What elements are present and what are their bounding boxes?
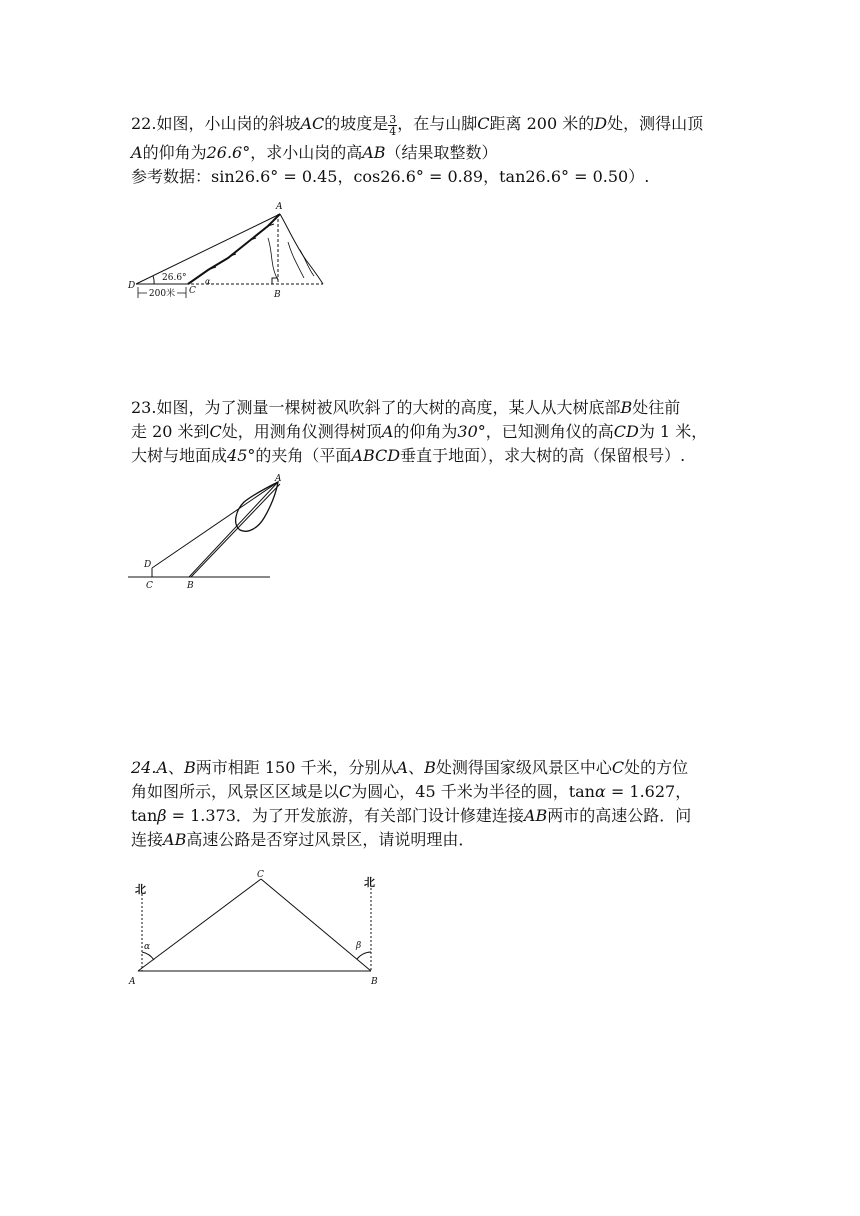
text: 垂直于地面），求大树的高（保留根号）. — [400, 446, 686, 465]
math-b: B — [184, 758, 196, 777]
problem-23-line-2 — [131, 420, 731, 444]
angle-arc-d — [153, 276, 154, 284]
math-ac: AC — [300, 114, 325, 133]
text: 处测得国家级风景区中心 — [435, 758, 612, 777]
problem-23-line-3 — [131, 444, 731, 468]
problem-23 — [131, 396, 731, 468]
label-a: A — [275, 474, 282, 484]
label-b: B — [187, 581, 194, 591]
text: 22.如图，小山岗的斜坡 — [131, 114, 301, 133]
text: ，已知测角仪的高 — [485, 422, 614, 441]
math-ab: AB — [523, 806, 548, 825]
math-b: B — [424, 758, 436, 777]
label-d: D — [144, 560, 152, 570]
problem-24-line-3 — [131, 804, 731, 828]
math-angle-30: 30° — [457, 422, 486, 441]
label-alpha: α — [144, 942, 151, 952]
math-c: C — [209, 422, 222, 441]
text: 的夹角（平面 — [255, 446, 352, 465]
text: 23.如图，为了测量一棵树被风吹斜了的大树的高度，某人从大树底部 — [131, 398, 621, 417]
label-c: C — [146, 581, 153, 591]
math-b: B — [620, 398, 633, 417]
math-d: D — [594, 114, 608, 133]
label-alpha: α — [205, 277, 211, 286]
label-angle: 26.6° — [162, 273, 187, 283]
math-c: C — [611, 758, 625, 777]
text: 的仰角为 — [142, 143, 207, 162]
text: 角如图所示，风景区区域是以 — [131, 782, 340, 801]
tree-trunk-ba — [189, 482, 278, 577]
problem-23-line-1 — [131, 396, 731, 420]
label-beta: β — [356, 941, 362, 951]
north-label-a: 北 — [135, 883, 146, 896]
problem-24-line-1 — [131, 756, 731, 780]
slope-ca — [188, 214, 280, 284]
label-b: B — [274, 290, 281, 300]
math-a: A — [381, 422, 394, 441]
figure-24-bearings — [126, 866, 386, 991]
math-abcd: ABCD — [351, 446, 401, 465]
math-angle-45: 45° — [227, 446, 256, 465]
text: 处，测得山顶 — [607, 114, 704, 133]
label-b: B — [371, 977, 378, 987]
angle-arc-alpha — [142, 952, 154, 960]
text: 两市相距 150 千米，分别从 — [195, 758, 397, 777]
problem-22-line-1 — [131, 112, 731, 137]
figure-22-hill — [128, 198, 328, 303]
segment-ac — [138, 879, 261, 971]
text: ，求小山岗的高 — [250, 143, 363, 162]
sight-line-da — [136, 214, 280, 284]
math-c: C — [339, 782, 352, 801]
fraction-denominator: 4 — [389, 125, 397, 138]
text: tan — [131, 806, 158, 825]
math-alpha: α — [595, 782, 606, 801]
text: （结果取整数） — [385, 143, 498, 162]
label-c: C — [189, 286, 196, 296]
hill-shading — [268, 238, 314, 280]
problem-22-line-2 — [131, 141, 731, 165]
text: 、 — [168, 758, 185, 777]
label-d: D — [128, 281, 136, 291]
label-c: C — [257, 870, 264, 880]
label-a: A — [276, 202, 283, 212]
text: 走 20 米到 — [131, 422, 210, 441]
text: 为 1 米， — [638, 422, 708, 441]
problem-24-line-4 — [131, 828, 731, 852]
label-a: A — [129, 977, 136, 987]
text: 的坡度是 — [324, 114, 389, 133]
text: 、 — [408, 758, 425, 777]
problem-24-line-2 — [131, 780, 731, 804]
text: 处，用测角仪测得树顶 — [221, 422, 382, 441]
figure-23-tree — [128, 472, 282, 592]
angle-arc-beta — [357, 952, 371, 959]
segment-bc — [261, 879, 371, 971]
math-a: A — [131, 143, 143, 162]
text: 处的方位 — [624, 758, 689, 777]
text: 大树与地面成 — [131, 446, 228, 465]
problem-22 — [131, 112, 731, 189]
fraction-3-4 — [388, 114, 397, 137]
text: 高速公路是否穿过风景区，请说明理由． — [186, 830, 475, 849]
math-a: A — [396, 758, 409, 777]
text: 连接 — [131, 830, 164, 849]
fraction-numerator: 3 — [389, 113, 397, 126]
math-beta: β — [157, 806, 167, 825]
text: 距离 200 米的 — [489, 114, 595, 133]
text: = 1.373．为了开发旅游，有关部门设计修建连接 — [166, 806, 524, 825]
math-a: 24.A — [131, 758, 168, 777]
tree-trunk-ba-edge — [191, 484, 280, 577]
text: ，在与山脚 — [397, 114, 478, 133]
text: 的仰角为 — [393, 422, 458, 441]
math-cd: CD — [613, 422, 639, 441]
text: = 1.627， — [605, 782, 692, 801]
math-ab: AB — [163, 830, 187, 849]
text: 两市的高速公路．问 — [547, 806, 692, 825]
dimension-label: 200米 — [148, 289, 176, 299]
text: 处往前 — [632, 398, 681, 417]
math-ab: AB — [362, 143, 386, 162]
problem-22-line-3: 参考数据：sin26.6° = 0.45，cos26.6° = 0.89，tan26.6° = 0.50）. — [131, 167, 650, 186]
math-angle: 26.6° — [206, 143, 251, 162]
north-label-b: 北 — [364, 876, 375, 889]
problem-24 — [131, 756, 731, 852]
text: 为圆心，45 千米为半径的圆，tan — [351, 782, 595, 801]
math-c: C — [477, 114, 490, 133]
